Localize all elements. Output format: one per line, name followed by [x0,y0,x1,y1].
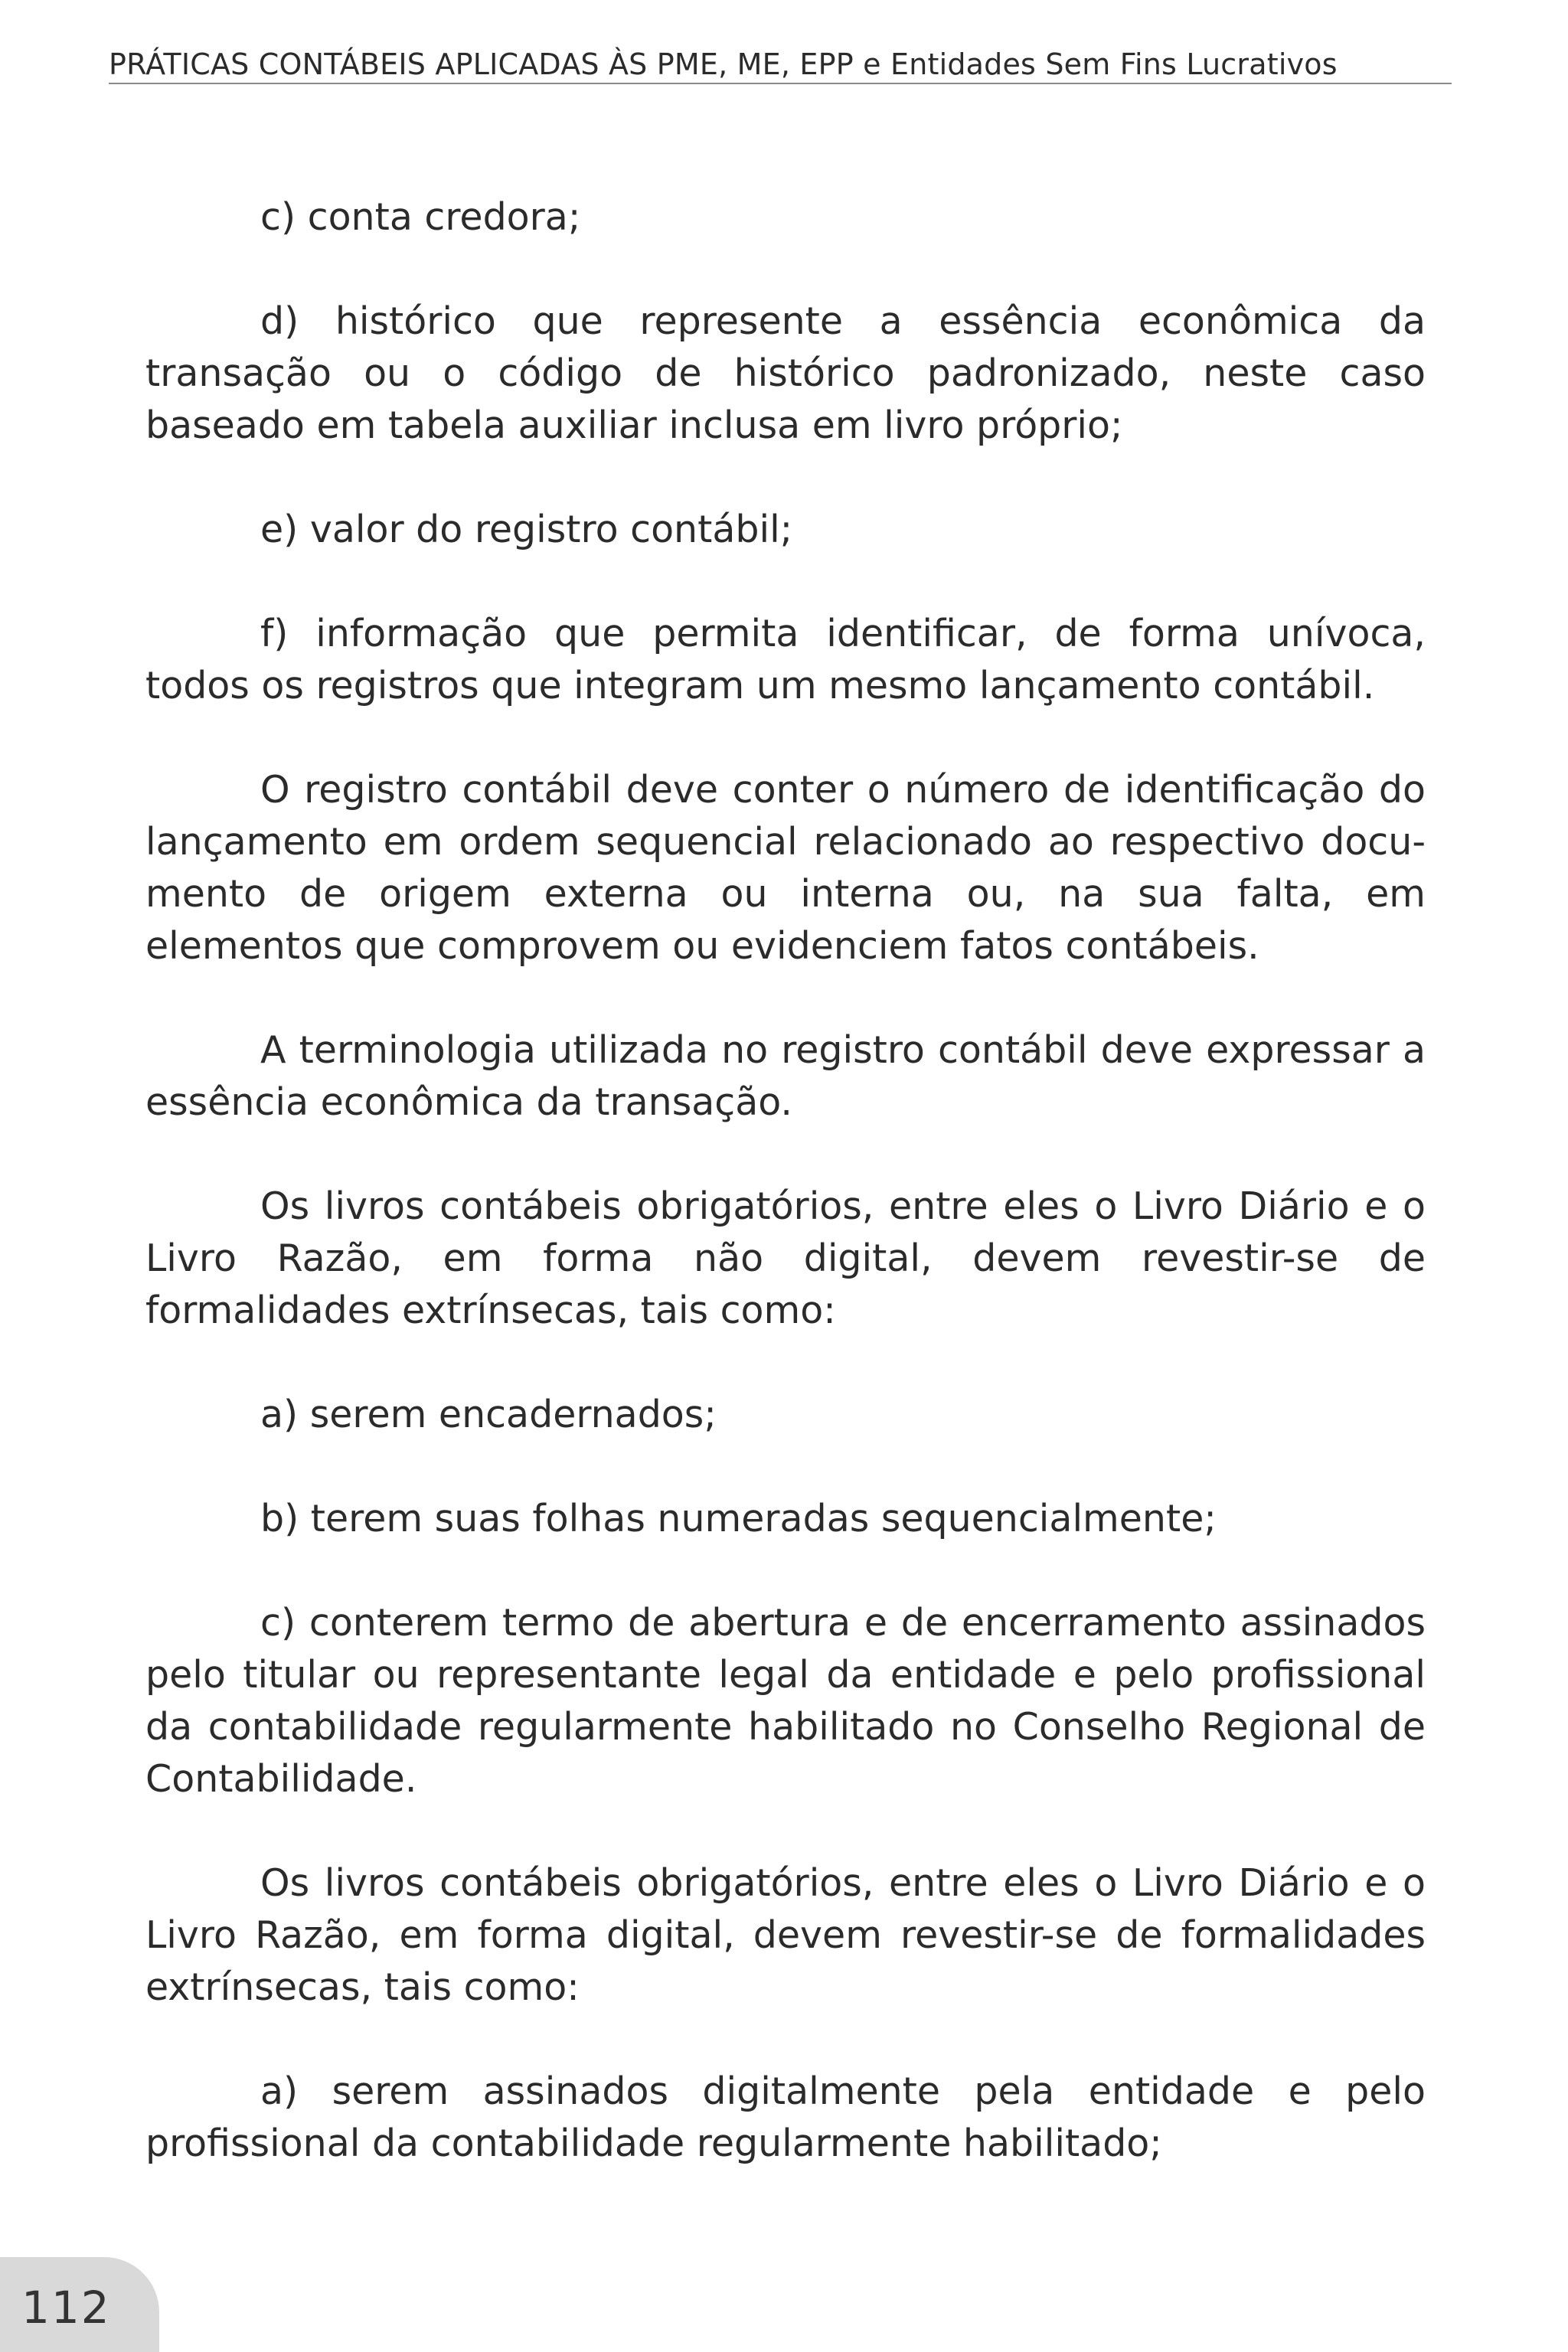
item-f-identification: f) informação que permita identificar, de forma unívoca, todos os registros que integram um mesmo lançamento contábil. [145,612,1426,707]
paragraph-registro-contabil: O registro contábil deve conter o número de identificação do lançamento em ordem sequencial relacionado ao respectivo documento de origem externa ou interna ou, na sua falta, em elementos que comprovem ou evidenciem fatos contábeis. [145,768,1426,968]
item-c-termo-abertura: c) conterem termo de abertura e de encerramento assinados pelo titular ou representante legal da entidade e pelo profissional da contabilidade regularmente habilitado no Conselho Regional de Contabilidade. [145,1601,1426,1801]
item-a-assinados-digitalmente: a) serem assinados digitalmente pela entidade e pelo profissional da contabilidade regularmente habilitado; [145,2069,1426,2165]
header-divider [109,83,1452,84]
running-header: PRÁTICAS CONTÁBEIS APLICADAS ÀS PME, ME, EPP e Entidades Sem Fins Lucrativos [109,47,1338,81]
page-number: 112 [21,2282,111,2334]
paragraph-livros-nao-digitais: Os livros contábeis obrigatórios, entre eles o Livro Diário e o Livro Razão, em forma não digital, devem revestir-se de formalidades extrínsecas, tais como: [145,1184,1426,1332]
item-c-credit-account: c) conta credora; [260,195,581,239]
item-e-record-value: e) valor do registro contábil; [260,508,793,551]
item-b-folhas-numeradas: b) terem suas folhas numeradas sequencialmente; [260,1497,1217,1540]
paragraph-terminologia: A terminologia utilizada no registro contábil deve expressar a essência econômica da transação. [145,1028,1426,1124]
page-number-tab [0,2257,159,2352]
item-a-encadernados: a) serem encadernados; [260,1393,717,1436]
item-d-history: d) histórico que represente a essência econômica da transação ou o código de histórico padronizado, neste caso baseado em tabela auxiliar inclusa em livro próprio; [145,299,1426,447]
paragraph-livros-digitais: Os livros contábeis obrigatórios, entre eles o Livro Diário e o Livro Razão, em forma digital, devem revestir-se de formalidades extrínsecas, tais como: [145,1861,1426,2009]
page-body [145,191,1426,2170]
